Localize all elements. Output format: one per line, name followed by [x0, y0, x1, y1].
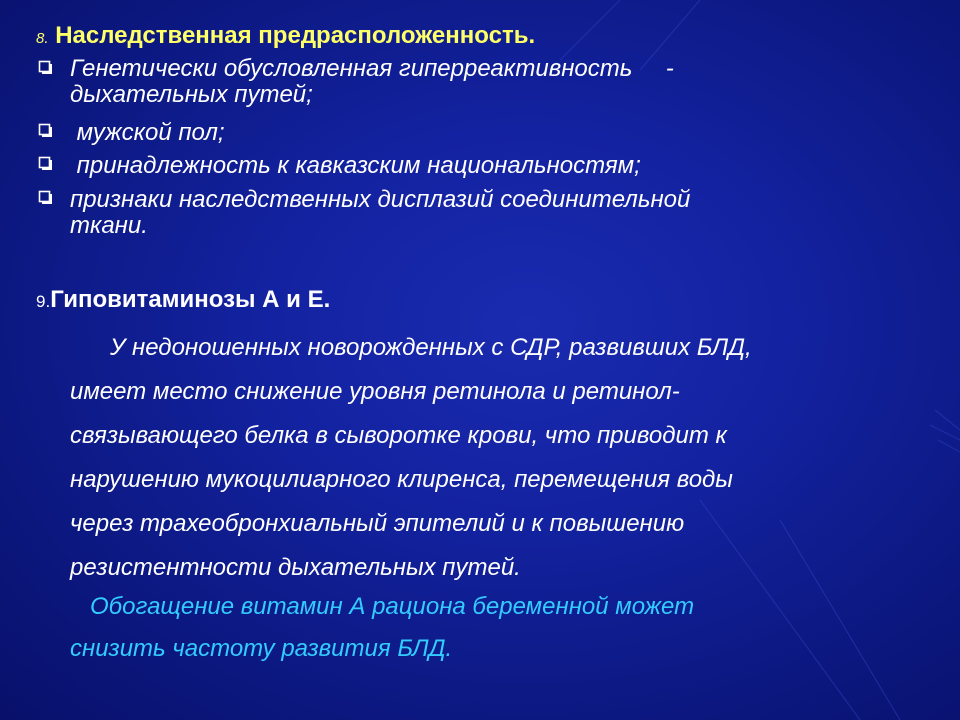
bullet-item-hyperreactivity [70, 56, 850, 108]
hollow-square-icon [38, 60, 54, 76]
section-8-title: Наследственная предрасположенность. [55, 22, 536, 49]
bullet-item-dysplasia [70, 187, 850, 239]
bullet-line: мужской пол; [70, 119, 225, 146]
section-9-number: 9. [36, 292, 51, 311]
paragraph-line: связывающего белка в сыворотке крови, что приводит к [70, 422, 727, 449]
paragraph-line: резистентности дыхательных путей. [70, 554, 521, 581]
paragraph-line: У недоношенных новорожденных с СДР, развивших БЛД, [70, 334, 752, 361]
conclusion-paragraph [70, 586, 920, 670]
hollow-square-icon [38, 123, 54, 139]
bullet-item-caucasian [70, 153, 850, 179]
section-8-number: 8. [36, 30, 49, 47]
bullet-line: принадлежность к кавказским национальностям; [70, 152, 641, 179]
section-9-heading [36, 286, 330, 316]
bullet-line: ткани. [70, 212, 148, 239]
section-8-heading [36, 22, 535, 53]
conclusion-line: снизить частоту развития БЛД. [70, 635, 453, 662]
hollow-square-icon [38, 156, 54, 172]
bullet-line: дыхательных путей; [70, 81, 313, 108]
bullet-line: признаки наследственных дисплазий соединительной [70, 186, 691, 213]
section-9-title: Гиповитаминозы А и Е. [50, 286, 331, 313]
section-9-paragraph [70, 326, 920, 590]
bullet-item-male-sex [70, 120, 850, 146]
hollow-square-icon [38, 190, 54, 206]
conclusion-line: Обогащение витамин А рациона беременной может [70, 593, 695, 620]
paragraph-line: через трахеобронхиальный эпителий и к повышению [70, 510, 685, 537]
paragraph-line: имеет место снижение уровня ретинола и ретинол- [70, 378, 680, 405]
bullet-line: Генетически обусловленная гиперреактивность - [70, 55, 674, 82]
paragraph-line: нарушению мукоцилиарного клиренса, перемещения воды [70, 466, 733, 493]
